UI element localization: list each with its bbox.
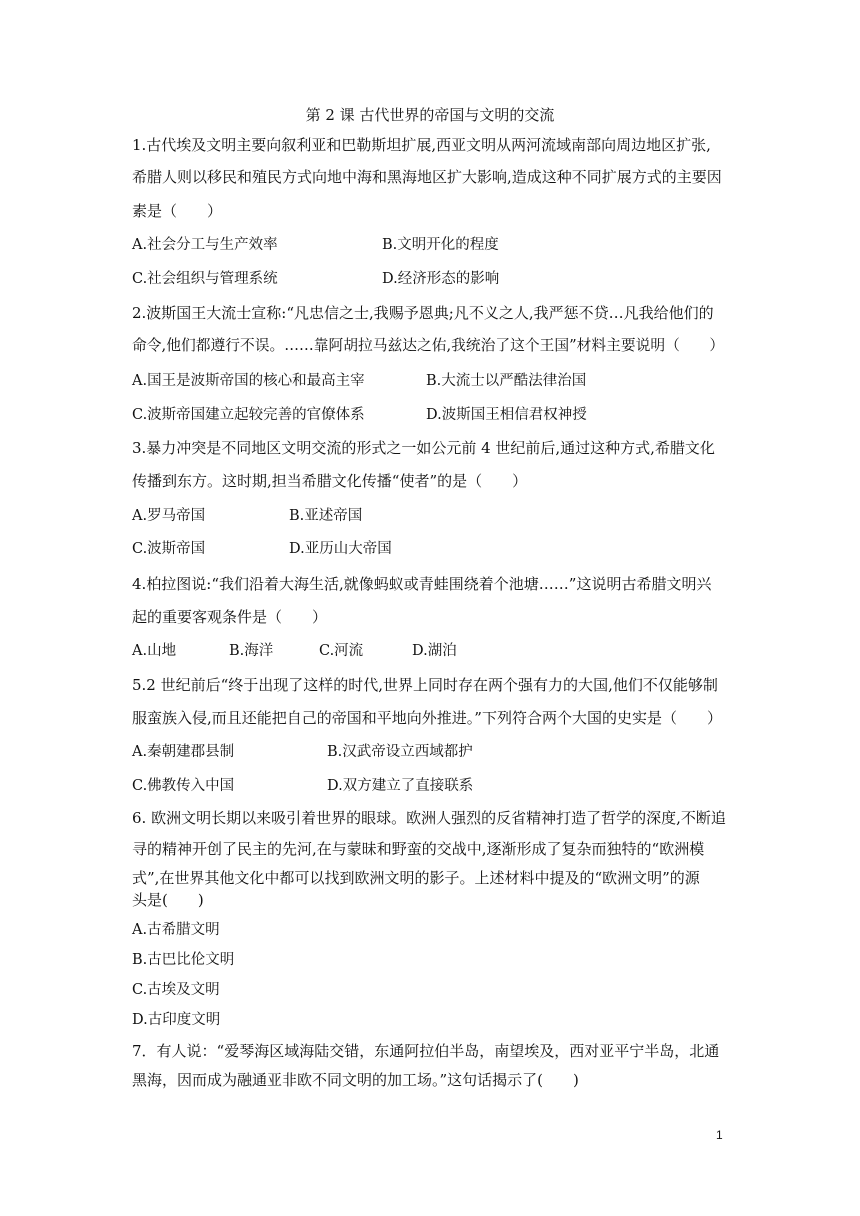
question-2-option-d: D.波斯国王相信君权神授	[426, 407, 587, 423]
question-6-line-3: 式”,在世界其他文化中都可以找到欧洲文明的影子。上述材料中提及的“欧洲文明”的源	[132, 869, 700, 887]
question-2-option-c: C.波斯帝国建立起较完善的官僚体系	[132, 407, 365, 423]
question-2-option-b: B.大流士以严酷法律治国	[426, 373, 587, 389]
question-5-option-b: B.汉武帝设立西域都护	[327, 744, 473, 760]
question-2-line-1: 2.波斯国王大流士宣称:“凡忠信之士,我赐予恩典;凡不义之人,我严惩不贷…凡我给他们的	[132, 304, 714, 322]
question-6-line-4: 头是( )	[132, 891, 204, 909]
question-5-option-c: C.佛教传入中国	[132, 778, 235, 794]
question-4-line-2: 起的重要客观条件是（ ）	[132, 608, 328, 626]
question-4-option-b: B.海洋	[229, 643, 274, 659]
page-number: 1	[716, 1128, 723, 1142]
question-2-line-2: 命令,他们都遵行不误。……靠阿胡拉马兹达之佑,我统治了这个王国”材料主要说明（ ）	[132, 337, 725, 354]
question-4-option-a: A.山地	[132, 643, 177, 659]
question-5-line-1: 5.2 世纪前后“终于出现了这样的时代,世界上同时存在两个强有力的大国,他们不仅能够制	[132, 676, 718, 694]
question-3-option-c: C.波斯帝国	[132, 541, 206, 557]
question-3-option-a: A.罗马帝国	[132, 508, 206, 524]
question-7-line-2: 黑海，因而成为融通亚非欧不同文明的加工场。”这句话揭示了( )	[132, 1071, 579, 1089]
question-7-line-1: 7．有人说：“爱琴海区域海陆交错，东通阿拉伯半岛，南望埃及，西对亚平宁半岛，北通	[132, 1042, 720, 1060]
question-6-line-2: 寻的精神开创了民主的先河,在与蒙昧和野蛮的交战中,逐渐形成了复杂而独特的“欧洲模	[132, 840, 705, 858]
question-6-option-b: B.古巴比伦文明	[132, 952, 235, 968]
question-4-line-1: 4.柏拉图说:“我们沿着大海生活,就像蚂蚁或青蛙围绕着个池塘……”这说明古希腊文明兴	[132, 575, 712, 593]
question-3-line-1: 3.暴力冲突是不同地区文明交流的形式之一如公元前 4 世纪前后,通过这种方式,希腊文化	[132, 439, 715, 457]
question-5-option-d: D.双方建立了直接联系	[327, 778, 474, 794]
question-2-option-a: A.国王是波斯帝国的核心和最高主宰	[132, 373, 365, 389]
question-1-option-d: D.经济形态的影响	[382, 271, 500, 287]
question-3-line-2: 传播到东方。这时期,担当希腊文化传播“使者”的是（ ）	[132, 472, 528, 490]
page-title: 第 2 课 古代世界的帝国与文明的交流	[305, 106, 555, 124]
question-1-line-3: 素是（ ）	[132, 202, 223, 220]
question-1-option-c: C.社会组织与管理系统	[132, 271, 278, 287]
question-3-option-b: B.亚述帝国	[289, 508, 363, 524]
question-3-option-d: D.亚历山大帝国	[289, 541, 392, 557]
question-5-option-a: A.秦朝建郡县制	[132, 744, 235, 760]
question-6-option-c: C.古埃及文明	[132, 982, 220, 998]
question-1-option-a: A.社会分工与生产效率	[132, 237, 278, 253]
question-6-option-d: D.古印度文明	[132, 1012, 221, 1028]
question-1-line-2: 希腊人则以移民和殖民方式向地中海和黑海地区扩大影响,造成这种不同扩展方式的主要因	[132, 168, 722, 186]
question-1-line-1: 1.古代埃及文明主要向叙利亚和巴勒斯坦扩展,西亚文明从两河流域南部向周边地区扩张,	[132, 136, 711, 154]
question-4-option-c: C.河流	[319, 643, 364, 659]
question-4-option-d: D.湖泊	[412, 643, 457, 659]
question-1-option-b: B.文明开化的程度	[382, 237, 499, 253]
question-6-option-a: A.古希腊文明	[132, 922, 220, 938]
question-5-line-2: 服蛮族入侵,而且还能把自己的帝国和平地向外推进。”下列符合两个大国的史实是（ ）	[132, 709, 722, 727]
question-6-line-1: 6. 欧洲文明长期以来吸引着世界的眼球。欧洲人强烈的反省精神打造了哲学的深度,不断追	[132, 809, 726, 827]
